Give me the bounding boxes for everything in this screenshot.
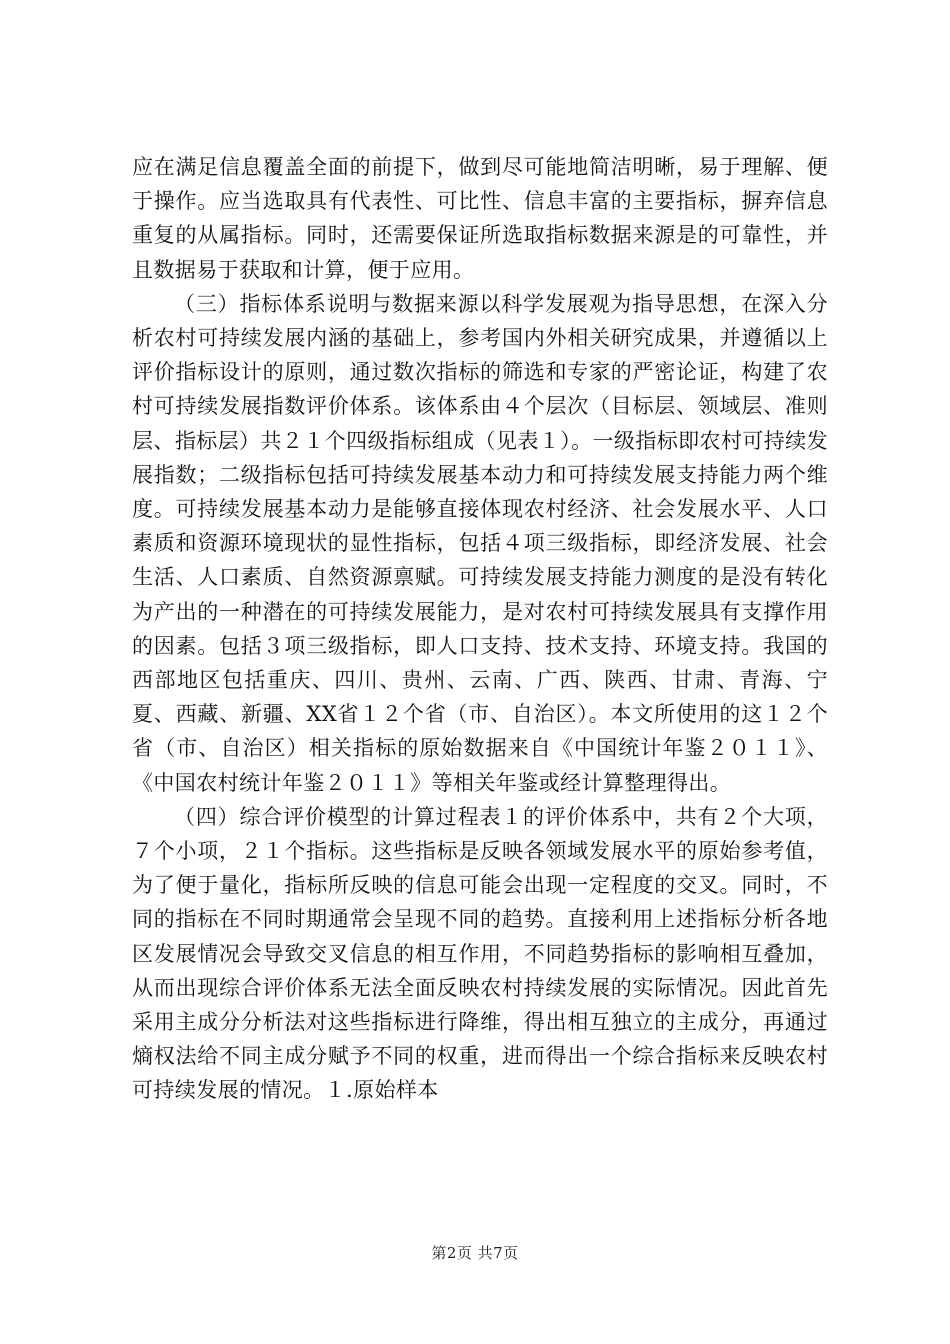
page-footer: 第2页 共7页 (431, 1244, 519, 1262)
paragraph-section-four: （四）综合评价模型的计算过程表１的评价体系中，共有２个大项，７个小项，２１个指标。这些指标是反映各领域发展水平的原始参考值，为了便于量化，指标所反映的信息可能会出现一定程度的交叉。同时，不同的指标在不同时期通常会呈现不同的趋势。直接利用上述指标分析各地区发展情况会导致交叉信息的相互作用，不同趋势指标的影响相互叠加，从而出现综合评价体系无法全面反映农村持续发展的实际情况。因此首先采用主成分分析法对这些指标进行降维，得出相互独立的主成分，再通过熵权法给不同主成分赋予不同的权重，进而得出一个综合指标来反映农村可持续发展的情况。１.原始样本 (132, 804, 828, 1103)
paragraph-section-three: （三）指标体系说明与数据来源以科学发展观为指导思想，在深入分析农村可持续发展内涵的基础上，参考国内外相关研究成果，并遵循以上评价指标设计的原则，通过数次指标的筛选和专家的严密论证，构建了农村可持续发展指数评价体系。该体系由４个层次（目标层、领域层、准则层、指标层）共２１个四级指标组成（见表１）。一级指标即农村可持续发展指数；二级指标包括可持续发展基本动力和可持续发展支持能力两个维度。可持续发展基本动力是能够直接体现农村经济、社会发展水平、人口素质和资源环境现状的显性指标，包括４项三级指标，即经济发展、社会生活、人口素质、自然资源禀赋。可持续发展支持能力测度的是没有转化为产出的一种潜在的可持续发展能力，是对农村可持续发展具有支撑作用的因素。包括３项三级指标，即人口支持、技术支持、环境支持。我国的西部地区包括重庆、四川、贵州、云南、广西、陕西、甘肃、青海、宁夏、西藏、新疆、XX省１２个省（市、自治区）。本文所使用的这１２个省（市、自治区）相关指标的原始数据来自《中国统计年鉴２０１１》、《中国农村统计年鉴２０１１》等相关年鉴或经计算整理得出。 (132, 291, 828, 795)
paragraph-intro: 应在满足信息覆盖全面的前提下，做到尽可能地简洁明晰，易于理解、便于操作。应当选取具有代表性、可比性、信息丰富的主要指标，摒弃信息重复的从属指标。同时，还需要保证所选取指标数据来源是的可靠性，并且数据易于获取和计算，便于应用。 (132, 155, 828, 282)
document-body (132, 150, 828, 1108)
